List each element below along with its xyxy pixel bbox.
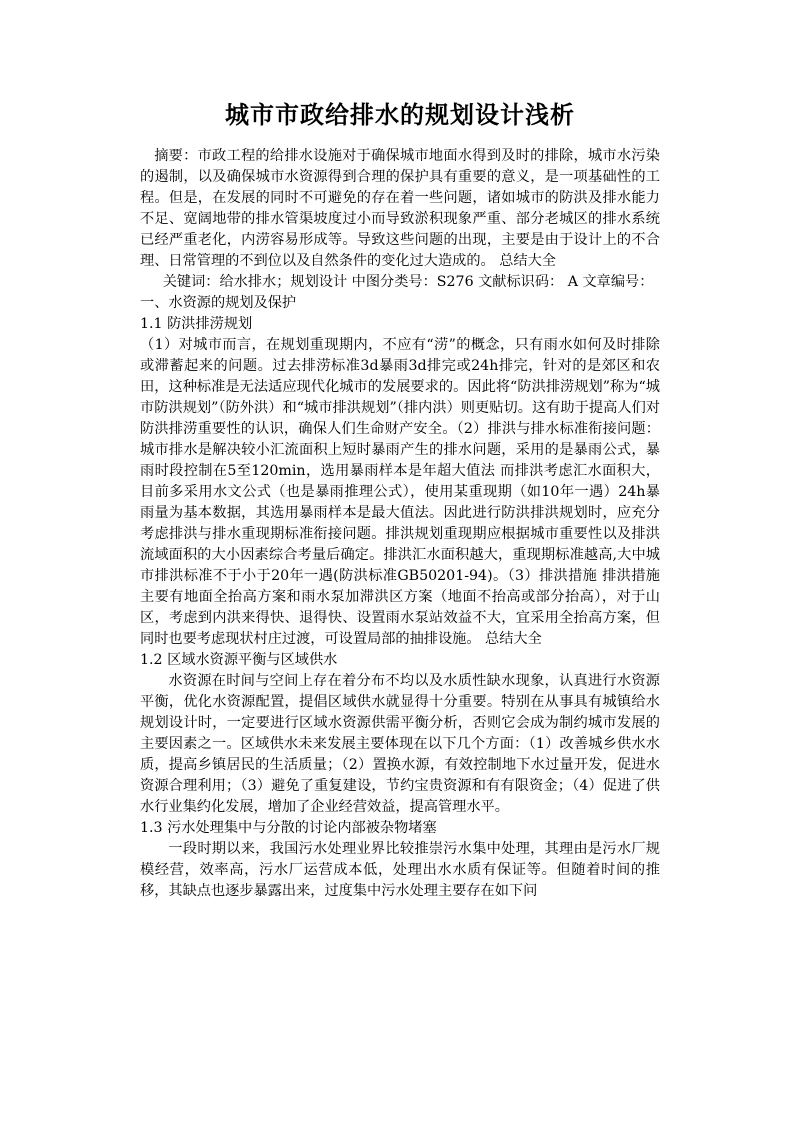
subsection-1-1-body: （1）对城市而言，在规划重现期内，不应有“涝”的概念，只有雨水如何及时排除或滞蓄起来的问题。过去排涝标准3d暴雨3d排完或24h排完，针对的是郊区和农田，这种标准是无法适应现代化城市的发展要求的。因此将“防洪排涝规划”称为“城市防洪规划”（防外洪）和“城市排洪规划”（排内洪）则更贴切。这有助于提高人们对防洪排涝重要性的认识，确保人们生命财产安全。（2）排洪与排水标准衔接问题：城市排水是解决较小汇流面积上短时暴雨产生的排水问题，采用的是暴雨公式，暴雨时段控制在5至120min，选用暴雨样本是年超大值法 而排洪考虑汇水面积大，目前多采用水文公式（也是暴雨推理公式），使用某重现期（如10年一遇）24h暴雨量为基本数据，其选用暴雨样本是最大值法。因此进行防洪排洪规划时，应充分考虑排洪与排水重现期标准衔接问题。排洪规划重现期应根据城市重要性以及排洪流域面积的大小因素综合考量后确定。排洪汇水面积越大，重现期标准越高,大中城市排洪标准不于小于20年一遇(防洪标准GB50201-94)。（3）排洪措施 排洪措施主要有地面全抬高方案和雨水泵加滞洪区方案（地面不抬高或部分抬高），对于山区，考虑到内洪来得快、退得快、设置雨水泵站效益不大，宜采用全抬高方案，但同时也要考虑现状村庄过渡，可设置局部的抽排设施。 总结大全	[140, 337, 660, 647]
subsection-1-2-body: 水资源在时间与空间上存在着分布不均以及水质性缺水现象，认真进行水资源平衡，优化水资源配置，提倡区域供水就显得十分重要。特别在从事具有城镇给水规划设计时，一定要进行区域水资源供需平衡分析，否则它会成为制约城市发展的主要因素之一。区域供水未来发展主要体现在以下几个方面：（1）改善城乡供水水质，提高乡镇居民的生活质量；（2）置换水源，有效控制地下水过量开发，促进水资源合理利用；（3）避免了重复建设，节约宝贵资源和有有限资金；（4）促进了供水行业集约化发展，增加了企业经营效益，提高管理水平。	[140, 673, 660, 815]
keywords-line: 关键词：给水排水；规划设计 中图分类号：S276 文献标识码： A 文章编号：	[162, 274, 654, 290]
subsection-1-3-body: 一段时期以来，我国污水处理业界比较推崇污水集中处理，其理由是污水厂规模经营，效率高，污水厂运营成本低，处理出水水质有保证等。但随着时间的推移，其缺点也逐步暴露出来，过度集中污水处理主要存在如下问	[140, 841, 660, 899]
subsection-1-1-heading: 1.1 防洪排涝规划	[140, 316, 253, 332]
subsection-1-3-heading: 1.3 污水处理集中与分散的讨论内部被杂物堵塞	[140, 820, 437, 836]
document-page	[140, 98, 660, 902]
subsection-1-2-heading: 1.2 区域水资源平衡与区域供水	[140, 652, 338, 668]
abstract-paragraph: 摘要：市政工程的给排水设施对于确保城市地面水得到及时的排除，城市水污染的遏制，以及确保城市水资源得到合理的保护具有重要的意义，是一项基础性的工程。但是，在发展的同时不可避免的存在着一些问题，诸如城市的防洪及排水能力不足、宽阔地带的排水管渠坡度过小而导致淤积现象严重、部分老城区的排水系统已经严重老化，内涝容易形成等。导致这些问题的出现，主要是由于设计上的不合理、日常管理的不到位以及自然条件的变化过大造成的。 总结大全	[140, 148, 660, 269]
document-title: 城市市政给排水的规划设计浅析	[225, 101, 575, 129]
section-1-heading: 一、水资源的规划及保护	[140, 295, 297, 311]
